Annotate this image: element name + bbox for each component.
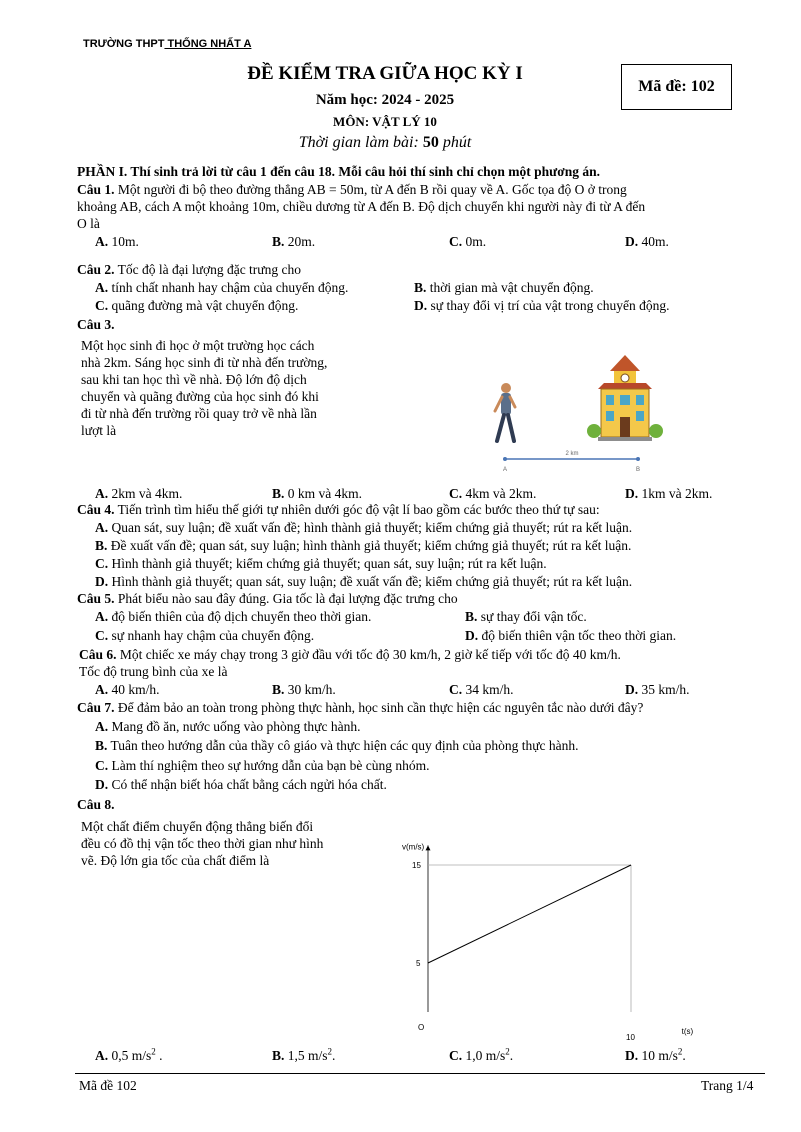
question-6-line2: Tốc độ trung bình của xe là <box>79 664 228 679</box>
q2-option-d[interactable]: D. sự thay đổi vị trí của vật trong chuyển động. <box>414 298 670 313</box>
q8-option-c[interactable]: C. 1,0 $m/s^2$. <box>449 1046 514 1063</box>
q3-option-b[interactable]: B. 0 km và 4km. <box>272 486 363 501</box>
q1-option-b[interactable]: B. 20m. <box>272 234 316 249</box>
distance-label: 2 km <box>565 451 579 457</box>
question-3-line6: lượt là <box>81 423 117 438</box>
q1-option-c[interactable]: C. 0m. <box>449 234 487 249</box>
question-5: Câu 5. Phát biểu nào sau đây đúng. Gia tốc là đại lượng đặc trưng cho <box>77 591 458 606</box>
question-8-line2: đều có đồ thị vận tốc theo thời gian như hình <box>81 836 324 851</box>
q6-option-b[interactable]: B. 30 km/h. <box>272 682 336 697</box>
question-4: Câu 4. Tiến trình tìm hiểu thế giới tự nhiên dưới góc độ vật lí bao gồm các bước theo thứ tự sau: <box>77 502 600 517</box>
q4-option-c[interactable]: C. Hình thành giả thuyết; kiểm chứng giả thuyết; quan sát, suy luận; rút ra kết luận. <box>95 556 547 571</box>
question-3-line3: sau khi tan học thì về nhà. Độ lớn độ dịch <box>81 372 307 387</box>
question-1-line2: khoảng AB, cách A một khoảng 10m, chiều dương từ A đến B. Độ dịch chuyển khi người này đi từ A đến <box>77 199 646 214</box>
q4-option-d[interactable]: D. Hình thành giả thuyết; quan sát, suy luận; đề xuất vấn đề; kiểm chứng giả thuyết; rút ra kết luận. <box>95 574 633 589</box>
y-tick-15: 15 <box>412 861 421 870</box>
question-8-line3: vẽ. Độ lớn gia tốc của chất điểm là <box>81 853 270 868</box>
school-building-icon <box>587 355 663 441</box>
q7-option-b[interactable]: B. Tuân theo hướng dẫn của thầy cô giáo và thực hiện các quy định của phòng thực hành. <box>95 738 579 753</box>
y-tick-5: 5 <box>416 959 421 968</box>
question-6: Câu 6. Một chiếc xe máy chạy trong 3 giờ đầu với tốc độ 30 km/h, 2 giờ kế tiếp với tốc độ 40 km/h. <box>79 647 621 662</box>
q6-option-d[interactable]: D. 35 km/h. <box>625 682 690 697</box>
time-limit: Thời gian làm bài: 50 phút <box>298 134 472 151</box>
q8-option-b[interactable]: B. 1,5 $m/s^2$. <box>272 1046 336 1063</box>
question-3-line2: nhà 2km. Sáng học sinh đi từ nhà đến trường, <box>81 355 328 370</box>
q7-option-c[interactable]: C. Làm thí nghiệm theo sự hướng dẫn của bạn bè cùng nhóm. <box>95 758 430 773</box>
q5-option-d[interactable]: D. độ biến thiên vận tốc theo thời gian. <box>465 628 677 643</box>
q7-option-a[interactable]: A. Mang đồ ăn, nước uống vào phòng thực hành. <box>95 719 361 734</box>
q3-option-c[interactable]: C. 4km và 2km. <box>449 486 537 501</box>
q8-option-a[interactable]: A. 0,5 $m/s^2$ . <box>95 1046 163 1063</box>
q3-option-a[interactable]: A. 2km và 4km. <box>95 486 183 501</box>
q2-option-c[interactable]: C. quãng đường mà vật chuyển động. <box>95 298 299 313</box>
question-3-line5: đi từ nhà đến trường rồi quay trở về nhà lần <box>81 406 317 421</box>
q3-option-d[interactable]: D. 1km và 2km. <box>625 486 713 501</box>
school-trip-figure <box>480 345 670 477</box>
school-year: Năm học: 2024 - 2025 <box>315 92 455 108</box>
q2-option-a[interactable]: A. tính chất nhanh hay chậm của chuyển động. <box>95 280 349 295</box>
q6-option-c[interactable]: C. 34 km/h. <box>449 682 514 697</box>
y-axis-arrow <box>426 845 431 850</box>
y-axis-label: v(m/s) <box>402 842 425 852</box>
q7-option-d[interactable]: D. Có thể nhận biết hóa chất bằng cách ngửi hóa chất. <box>95 777 387 792</box>
exam-code-box: Mã đề: 102 <box>621 64 732 110</box>
point-a-label: A <box>502 467 508 473</box>
q8-option-d[interactable]: D. 10 $m/s^2$. <box>625 1046 686 1063</box>
q5-option-b[interactable]: B. sự thay đổi vận tốc. <box>465 609 587 624</box>
velocity-time-chart <box>400 830 700 1042</box>
question-3-line4: chuyển và quãng đường của học sinh đó khi <box>81 389 319 404</box>
origin-label: O <box>418 1023 425 1032</box>
subject: MÔN: VẬT LÝ 10 <box>333 114 437 129</box>
question-7: Câu 7. Để đảm bảo an toàn trong phòng thực hành, học sinh cần thực hiện các nguyên tắc nào dưới đây? <box>77 700 644 715</box>
question-1: Câu 1. Một người đi bộ theo đường thẳng AB = 50m, từ A đến B rồi quay về A. Gốc tọa độ O ở trong <box>77 182 627 197</box>
velocity-series-line <box>428 865 631 963</box>
q4-option-a[interactable]: A. Quan sát, suy luận; đề xuất vấn đề; hình thành giả thuyết; kiểm chứng giả thuyết; rút ra kết luận. <box>95 520 633 535</box>
question-3-label: Câu 3. <box>77 317 115 332</box>
question-8-line1: Một chất điểm chuyển động thẳng biến đổi <box>81 819 314 834</box>
question-3-line1: Một học sinh đi học ở một trường học cách <box>81 338 315 353</box>
exam-title: ĐỀ KIỂM TRA GIỮA HỌC KỲ I <box>247 63 523 84</box>
question-1-line3: O là <box>77 216 100 231</box>
q1-option-d[interactable]: D. 40m. <box>625 234 669 249</box>
q5-option-a[interactable]: A. độ biến thiên của độ dịch chuyển theo thời gian. <box>95 609 372 624</box>
footer-divider <box>75 1073 765 1074</box>
x-tick-10: 10 <box>626 1033 635 1042</box>
q1-option-a[interactable]: A. 10m. <box>95 234 139 249</box>
footer-page-number: Trang 1/4 <box>701 1078 754 1093</box>
q2-option-b[interactable]: B. thời gian mà vật chuyển động. <box>414 280 594 295</box>
question-8-label: Câu 8. <box>77 797 115 812</box>
part-heading: PHẦN I. Thí sinh trả lời từ câu 1 đến câu 18. Mỗi câu hỏi thí sinh chỉ chọn một phương án. <box>77 164 600 179</box>
footer-exam-code: Mã đề 102 <box>79 1078 137 1093</box>
question-2: Câu 2. Tốc độ là đại lượng đặc trưng cho <box>77 262 301 277</box>
q5-option-c[interactable]: C. sự nhanh hay chậm của chuyển động. <box>95 628 315 643</box>
point-b-label: B <box>635 467 641 473</box>
q4-option-b[interactable]: B. Đề xuất vấn đề; quan sát, suy luận; hình thành giả thuyết; kiểm chứng giả thuyết; rút ra kết luận. <box>95 538 632 553</box>
walking-student-icon <box>495 383 515 441</box>
q6-option-a[interactable]: A. 40 km/h. <box>95 682 160 697</box>
x-axis-label: t(s) <box>681 1027 694 1036</box>
school-name: TRƯỜNG THPT THỐNG NHẤT A <box>83 38 252 50</box>
